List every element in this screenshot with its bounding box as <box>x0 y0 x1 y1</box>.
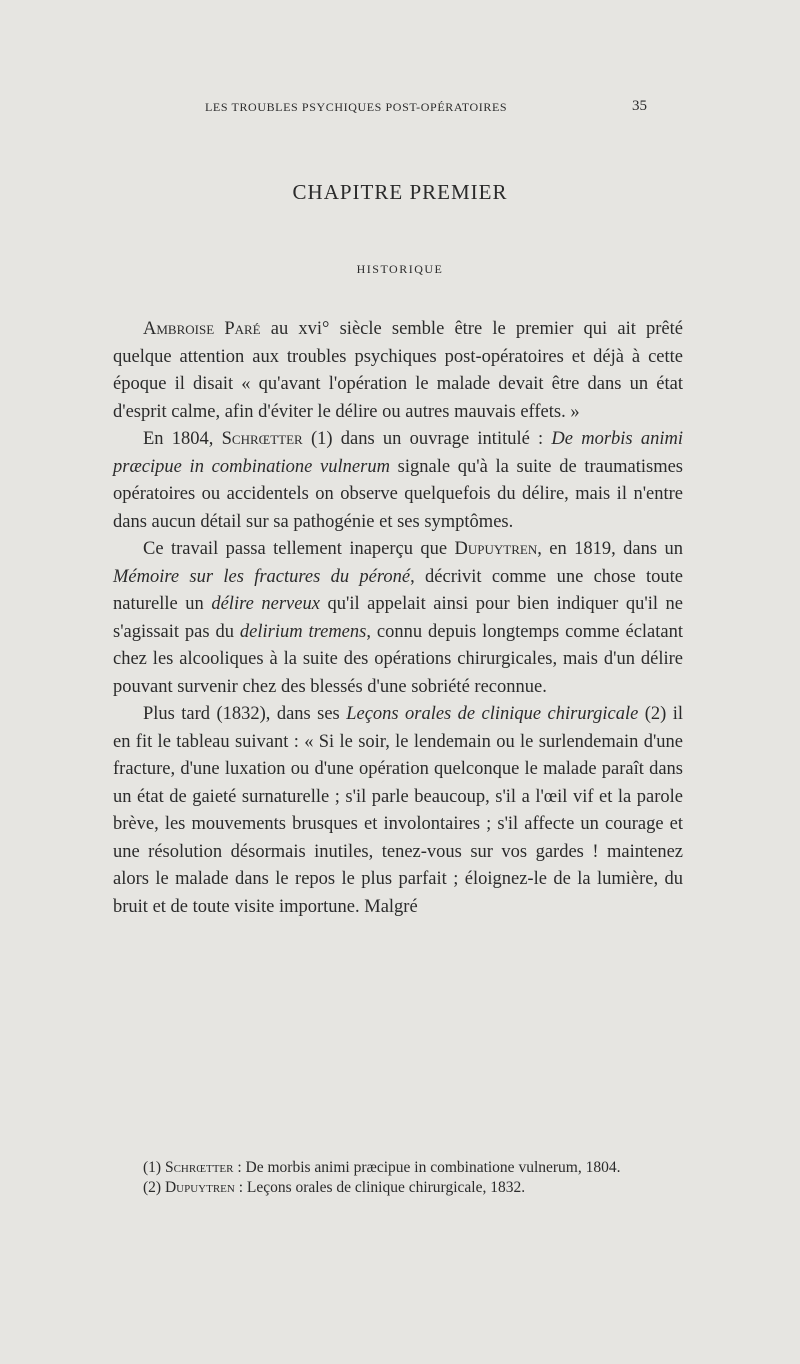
paragraph-2 <box>113 426 683 536</box>
paragraph-3 <box>113 536 683 701</box>
paragraph-text: Plus tard (1832), dans ses <box>143 704 347 724</box>
author-name: Ambroise Paré <box>143 319 261 339</box>
paragraph-text: (2) il en fit le tableau suivant : « Si le soir, le lendemain ou le surlendemain d'une fracture, d'une luxation ou d'une opération quelconque le malade paraît dans un état de gaieté surnaturelle ; s'il parle beaucoup, s'il a l'œil vif et la parole brève, les mouvements brusques et involontaires ; s'il affecte un courage et une résolution désormais inutiles, tenez-vous sur vos gardes ! maintenez alors le malade dans le repos le plus parfait ; éloignez-le de la lumière, du bruit et de toute visite importune. Malgré <box>113 704 684 917</box>
author-name: Schrœtter <box>221 429 303 449</box>
paragraph-text: En 1804, <box>143 429 222 449</box>
paragraph-text: , en 1819, dans un <box>537 539 683 559</box>
footnote-number: (2) <box>143 1179 165 1196</box>
paragraph-4 <box>113 701 683 921</box>
paragraph-text: , décrivit comme une chose toute naturelle un <box>113 566 683 614</box>
author-name: Schrœtter <box>164 1159 234 1176</box>
footnote-text: : Leçons orales de clinique chirurgicale, 1832. <box>234 1179 526 1196</box>
footnote-2 <box>113 1178 683 1198</box>
author-name: Dupuytren <box>454 539 538 559</box>
chapter-title: CHAPITRE PREMIER <box>292 180 508 204</box>
footnotes <box>113 1158 683 1198</box>
footnote-number: (1) <box>143 1159 165 1176</box>
paragraph-text: Ce travail passa tellement inaperçu que <box>143 539 455 559</box>
italic-term: delirium tremens <box>239 621 367 642</box>
section-title: HISTORIQUE <box>356 262 444 276</box>
footnote-text: : De morbis animi præcipue in combinatione vulnerum, 1804. <box>233 1159 621 1176</box>
work-title: De morbis animi præcipue in combinatione vulnerum <box>113 429 683 477</box>
paragraph-text: signale qu'à la suite de traumatismes opératoires ou accidentels on observe quelquefois du délire, mais il n'entre dans aucun détail sur sa pathogénie et ses symptômes. <box>113 456 683 532</box>
paragraph-text: (1) dans un ouvrage intitulé : <box>302 429 552 449</box>
italic-term: délire nerveux <box>211 594 320 614</box>
author-name: Dupuytren <box>164 1179 235 1196</box>
body-text <box>113 316 683 921</box>
paragraph-1 <box>113 316 683 426</box>
work-title: Leçons orales de clinique chirurgicale <box>346 704 639 724</box>
footnote-1 <box>113 1158 683 1178</box>
paragraph-text: qu'il appelait ainsi pour bien indiquer qu'il ne s'agissait pas du <box>113 594 683 642</box>
page-number: 35 <box>632 98 647 114</box>
work-title: Mémoire sur les fractures du péroné <box>113 566 411 587</box>
paragraph-text: au xvi° siècle semble être le premier qui ait prêté quelque attention aux troubles psychiques post-opératoires et déjà à cette époque il disait « qu'avant l'opération le malade devait être dans un état d'esprit calme, afin d'éviter le délire ou autres mauvais effets. » <box>113 319 683 422</box>
running-head: LES TROUBLES PSYCHIQUES POST-OPÉRATOIRES <box>205 100 508 114</box>
paragraph-text: , connu depuis longtemps comme éclatant chez les alcooliques à la suite des opérations chirurgicales, mais d'un délire pouvant survenir chez des blessés d'une sobriété reconnue. <box>113 621 684 697</box>
